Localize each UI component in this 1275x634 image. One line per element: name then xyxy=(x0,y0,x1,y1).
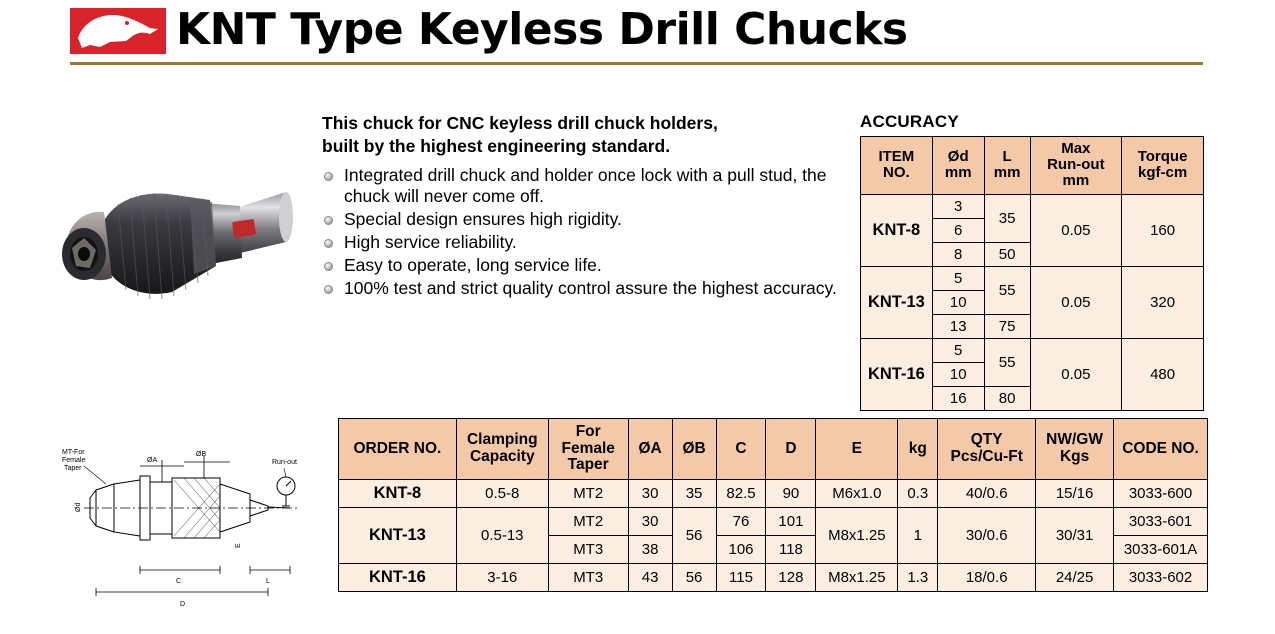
col-qty: QTY Pcs/Cu-Ft xyxy=(938,419,1036,480)
cell-length: 35 xyxy=(984,194,1030,242)
list-item xyxy=(322,209,850,231)
col-item-no: ITEM NO. xyxy=(861,137,933,195)
feature-text: 100% test and strict quality control assure the highest accuracy. xyxy=(344,277,837,298)
cell-c: 115 xyxy=(716,563,766,591)
description-block xyxy=(322,112,850,301)
cell-qty: 18/0.6 xyxy=(938,563,1036,591)
technical-drawing xyxy=(44,420,334,610)
cell-nw-gw: 30/31 xyxy=(1036,507,1114,563)
table-row xyxy=(861,194,1204,218)
cell-order-no: KNT-8 xyxy=(339,479,457,507)
cell-diameter: 13 xyxy=(932,314,984,338)
cell-e: M8x1.25 xyxy=(816,507,898,563)
cell-length: 75 xyxy=(984,314,1030,338)
cell-torque: 160 xyxy=(1122,194,1204,266)
cell-code: 3033-601A xyxy=(1114,535,1208,563)
cell-diameter: 5 xyxy=(932,338,984,362)
label-c: C xyxy=(176,578,182,585)
label-diameter-b: ØB xyxy=(196,451,207,458)
accuracy-table xyxy=(860,136,1204,411)
bullet-icon xyxy=(324,262,333,271)
cell-a: 30 xyxy=(628,507,672,535)
table-row xyxy=(339,507,1208,535)
bullet-icon xyxy=(324,285,333,294)
table-row xyxy=(339,479,1208,507)
cell-e: M6x1.0 xyxy=(816,479,898,507)
order-table xyxy=(338,418,1208,592)
list-item xyxy=(322,165,850,209)
list-item xyxy=(322,232,850,254)
cell-kg: 1.3 xyxy=(898,563,938,591)
page-header xyxy=(0,0,1275,70)
cell-length: 50 xyxy=(984,242,1030,266)
cell-qty: 40/0.6 xyxy=(938,479,1036,507)
feature-text: Special design ensures high rigidity. xyxy=(344,209,622,230)
cell-d: 128 xyxy=(766,563,816,591)
cell-kg: 1 xyxy=(898,507,938,563)
col-order-no: ORDER NO. xyxy=(339,419,457,480)
cell-diameter: 10 xyxy=(932,362,984,386)
cell-qty: 30/0.6 xyxy=(938,507,1036,563)
col-c: C xyxy=(716,419,766,480)
cell-a: 43 xyxy=(628,563,672,591)
label-d: D xyxy=(180,601,186,608)
cell-diameter: 5 xyxy=(932,266,984,290)
cell-c: 76 xyxy=(716,507,766,535)
feature-text: Easy to operate, long service life. xyxy=(344,255,602,276)
label-mt-taper-1: MT-For xyxy=(62,449,85,456)
col-length: L mm xyxy=(984,137,1030,195)
cell-length: 55 xyxy=(984,266,1030,314)
cell-d: 90 xyxy=(766,479,816,507)
headline-line-2: built by the highest engineering standard. xyxy=(322,136,671,157)
table-header-row xyxy=(861,137,1204,195)
bullet-icon xyxy=(324,216,333,225)
headline-line-1: This chuck for CNC keyless drill chuck holders, xyxy=(322,113,718,133)
col-diameter: Ød mm xyxy=(932,137,984,195)
cell-length: 80 xyxy=(984,386,1030,410)
bullet-icon xyxy=(324,172,333,181)
cell-order-no: KNT-16 xyxy=(339,563,457,591)
cell-kg: 0.3 xyxy=(898,479,938,507)
cell-nw-gw: 15/16 xyxy=(1036,479,1114,507)
cell-runout: 0.05 xyxy=(1030,266,1122,338)
accuracy-section xyxy=(860,112,1204,411)
description-headline xyxy=(322,112,850,159)
col-clamping-capacity: Clamping Capacity xyxy=(456,419,548,480)
col-code-no: CODE NO. xyxy=(1114,419,1208,480)
label-d1: Ød xyxy=(75,502,82,512)
table-header-row xyxy=(339,419,1208,480)
product-photo xyxy=(40,150,305,345)
col-female-taper: For Female Taper xyxy=(548,419,628,480)
feature-list xyxy=(322,165,850,300)
cell-code: 3033-602 xyxy=(1114,563,1208,591)
col-max-runout: Max Run-out mm xyxy=(1030,137,1122,195)
table-row xyxy=(339,563,1208,591)
cell-a: 38 xyxy=(628,535,672,563)
cell-diameter: 8 xyxy=(932,242,984,266)
col-e: E xyxy=(816,419,898,480)
list-item xyxy=(322,278,850,300)
accuracy-caption: ACCURACY xyxy=(860,112,959,131)
cell-c: 106 xyxy=(716,535,766,563)
col-nw-gw: NW/GW Kgs xyxy=(1036,419,1114,480)
cell-taper: MT2 xyxy=(548,479,628,507)
cell-item-no: KNT-16 xyxy=(861,338,933,410)
bullet-icon xyxy=(324,239,333,248)
cell-runout: 0.05 xyxy=(1030,194,1122,266)
label-mt-taper-3: Taper xyxy=(64,465,82,472)
cell-clamping: 3-16 xyxy=(456,563,548,591)
cell-code: 3033-600 xyxy=(1114,479,1208,507)
list-item xyxy=(322,255,850,277)
cell-diameter: 3 xyxy=(932,194,984,218)
cell-code: 3033-601 xyxy=(1114,507,1208,535)
cell-taper: MT2 xyxy=(548,507,628,535)
order-section xyxy=(338,418,1208,592)
cell-b: 35 xyxy=(672,479,716,507)
cell-clamping: 0.5-13 xyxy=(456,507,548,563)
cell-diameter: 16 xyxy=(932,386,984,410)
cell-b: 56 xyxy=(672,563,716,591)
cell-torque: 480 xyxy=(1122,338,1204,410)
label-mt-taper-2: Female xyxy=(62,457,86,464)
cell-torque: 320 xyxy=(1122,266,1204,338)
eagle-head-logo xyxy=(70,8,166,54)
col-diameter-a: ØA xyxy=(628,419,672,480)
col-kg: kg xyxy=(898,419,938,480)
cell-item-no: KNT-8 xyxy=(861,194,933,266)
label-l: L xyxy=(266,578,270,585)
cell-clamping: 0.5-8 xyxy=(456,479,548,507)
cell-a: 30 xyxy=(628,479,672,507)
page-title: KNT Type Keyless Drill Chucks xyxy=(176,4,908,55)
cell-taper: MT3 xyxy=(548,535,628,563)
header-divider xyxy=(70,62,1203,65)
cell-taper: MT3 xyxy=(548,563,628,591)
cell-length: 55 xyxy=(984,338,1030,386)
table-row xyxy=(861,338,1204,362)
cell-order-no: KNT-13 xyxy=(339,507,457,563)
label-e: E xyxy=(235,543,242,548)
table-row xyxy=(861,266,1204,290)
cell-d: 101 xyxy=(766,507,816,535)
col-diameter-b: ØB xyxy=(672,419,716,480)
cell-item-no: KNT-13 xyxy=(861,266,933,338)
label-diameter-a: ØA xyxy=(147,457,158,464)
col-d: D xyxy=(766,419,816,480)
label-runout: Run-out xyxy=(272,459,297,466)
cell-d: 118 xyxy=(766,535,816,563)
col-torque: Torque kgf-cm xyxy=(1122,137,1204,195)
cell-e: M8x1.25 xyxy=(816,563,898,591)
feature-text: High service reliability. xyxy=(344,232,517,253)
feature-text: Integrated drill chuck and holder once lock with a pull stud, the chuck will never come off. xyxy=(344,164,827,207)
cell-diameter: 6 xyxy=(932,218,984,242)
cell-diameter: 10 xyxy=(932,290,984,314)
cell-c: 82.5 xyxy=(716,479,766,507)
cell-nw-gw: 24/25 xyxy=(1036,563,1114,591)
cell-runout: 0.05 xyxy=(1030,338,1122,410)
cell-b: 56 xyxy=(672,507,716,563)
